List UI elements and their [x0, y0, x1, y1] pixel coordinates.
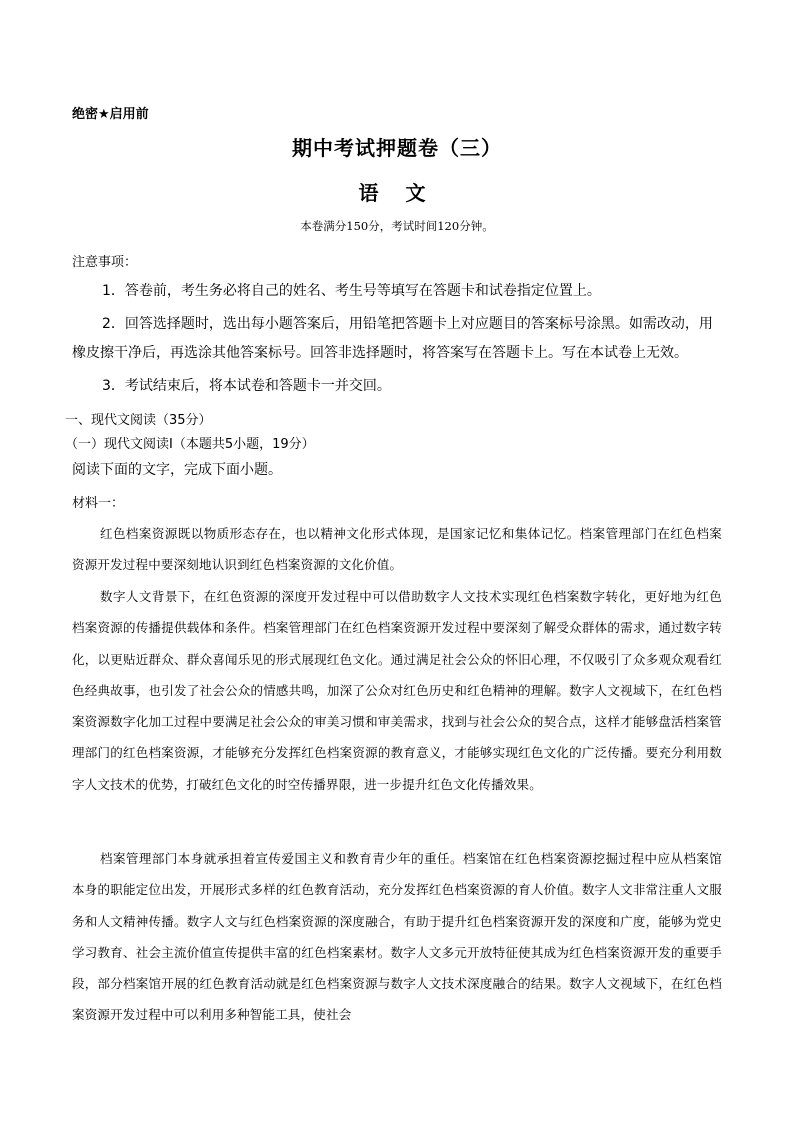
notice-item-3: 3．考试结束后，将本试卷和答题卡一并交回。: [102, 378, 391, 394]
material-paragraph-3: 档案管理部门本身就承担着宣传爱国主义和教育青少年的重任。档案馆在红色档案资源挖掘过程中应从档案馆本身的职能定位出发，开展形式多样的红色教育活动，充分发挥红色档案资源的育人价值。数字人文非常注重人文服务和人文精神传播。数字人文与红色档案资源的深度融合，有助于提升红色档案资源开发的深度和广度，能够为党史学习教育、社会主流价值宣传提供丰富的红色档案素材。数字人文多元开放特征使其成为红色档案资源开发的重要手段，部分档案馆开展的红色教育活动就是红色档案资源与数字人文技术深度融合的结果。数字人文视域下，在红色档案资源开发过程中可以利用多种智能工具，使社会: [72, 851, 722, 1023]
subject-title: 语 文: [358, 181, 436, 205]
exam-title: 期中考试押题卷（三）: [292, 136, 502, 160]
material-label: 材料一：: [72, 496, 125, 511]
material-paragraph-2: 数字人文背景下，在红色资源的深度开发过程中可以借助数字人文技术实现红色档案数字转化，更好地为红色档案资源的传播提供载体和条件。档案管理部门在红色档案资源开发过程中要深刻了解受众群体的需求，通过数字转化，以更贴近群众、群众喜闻乐见的形式展现红色文化。通过满足社会公众的怀旧心理，不仅吸引了众多观众观看红色经典故事，也引发了社会公众的情感共鸣，加深了公众对红色历史和红色精神的理解。数字人文视域下，在红色档案资源数字化加工过程中要满足社会公众的审美习惯和审美需求，找到与社会公众的契合点，这样才能够盘活档案管理部门的红色档案资源，才能够充分发挥红色档案资源的教育意义，才能够实现红色文化的广泛传播。要充分利用数字人文技术的优势，打破红色文化的时空传播界限，进一步提升红色文化传播效果。: [72, 589, 722, 792]
section-heading: 一、现代文阅读（35分）: [65, 413, 212, 428]
notice-item-2: 2．回答选择题时，选出每小题答案后，用铅笔把答题卡上对应题目的答案标号涂黑。如需改动，用橡皮擦干净后，再选涂其他答案标号。回答非选择题时，将答案写在答题卡上。写在本试卷上无效。: [72, 316, 713, 361]
material-paragraph-1: 红色档案资源既以物质形态存在，也以精神文化形式体现，是国家记忆和集体记忆。档案管理部门在红色档案资源开发过程中要深刻地认识到红色档案资源的文化价值。: [72, 526, 722, 573]
confidential-label: 绝密★启用前: [72, 107, 149, 122]
notice-item-1: 1．答卷前，考生务必将自己的姓名、考生号等填写在答题卡和试卷指定位置上。: [102, 283, 601, 299]
reading-instruction: 阅读下面的文字，完成下面小题。: [72, 462, 282, 478]
exam-meta: 本卷满分150分，考试时间120分钟。: [300, 219, 494, 233]
notice-heading: 注意事项：: [72, 255, 138, 270]
subsection-heading: （一）现代文阅读Ⅰ（本题共5小题，19分）: [65, 437, 315, 452]
